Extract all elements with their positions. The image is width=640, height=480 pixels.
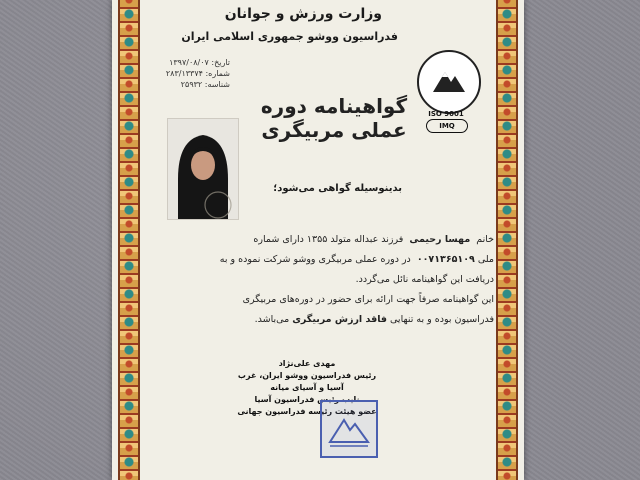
body-text: خانم xyxy=(476,234,494,245)
portrait-illustration-icon xyxy=(168,119,238,219)
body-text: می‌باشد. xyxy=(254,314,290,325)
federation-emblem-icon xyxy=(417,50,481,114)
official-stamp xyxy=(320,400,378,458)
signer-title-2: نایب رئیس فدراسیون آسیا xyxy=(254,395,360,404)
body-text: فرزند عبداله متولد ۱۳۵۵ دارای شماره xyxy=(253,234,404,245)
federation-header: فدراسیون ووشو جمهوری اسلامی ایران xyxy=(181,30,398,43)
national-id: ۰۰۷۱۳۶۵۱۰۹ xyxy=(416,254,475,265)
ornamental-border-right xyxy=(496,0,518,480)
stamp-mountain-icon xyxy=(322,402,376,456)
body-line-3: دریافت این گواهینامه نائل می‌گردد. xyxy=(355,274,494,285)
imq-logo: IMQ xyxy=(426,119,468,133)
body-line-1 xyxy=(139,230,494,250)
meta-number: شماره: ۲۸۳/۱۳۳۷۴ xyxy=(165,69,230,78)
certificate-paper xyxy=(112,0,524,480)
ministry-header: وزارت ورزش و جوانان xyxy=(224,6,382,22)
body-text: ملی xyxy=(477,254,494,265)
body-text: فدراسیون بوده و به تنهایی xyxy=(390,314,494,325)
portrait-photo xyxy=(167,118,239,220)
signer-name: مهدی علی‌نژاد xyxy=(278,359,336,368)
signer-title-3: عضو هیئت رئیسه فدراسیون جهانی xyxy=(237,407,377,416)
certificate-title: گواهینامه دوره عملی مربیگری xyxy=(260,94,408,142)
signer-title-1: رئیس فدراسیون ووشو ایران، غرب آسیا و آسیای میانه xyxy=(237,371,377,392)
body-emphasis: فاقد ارزش مربیگری xyxy=(292,314,387,325)
body-line-4: این گواهینامه صرفاً جهت ارائه برای حضور در دوره‌های مربیگری xyxy=(242,294,494,305)
body-line-2 xyxy=(139,250,494,270)
meta-date: تاریخ: ۱۳۹۷/۰۸/۰۷ xyxy=(169,58,230,67)
certificate-body xyxy=(139,230,494,330)
recipient-name: مهسا رحیمی xyxy=(409,234,471,245)
mountain-emblem-icon xyxy=(431,66,467,96)
body-text: در دوره عملی مربیگری ووشو شرکت نموده و به xyxy=(219,254,411,265)
ornamental-border-left xyxy=(118,0,140,480)
meta-id: شناسه: ۲۵۹۳۲ xyxy=(180,80,230,89)
greeting-line: بدینوسیله گواهی می‌شود؛ xyxy=(273,183,402,194)
iso-certification: ISO 9001 xyxy=(428,110,464,118)
body-line-5 xyxy=(139,310,494,330)
